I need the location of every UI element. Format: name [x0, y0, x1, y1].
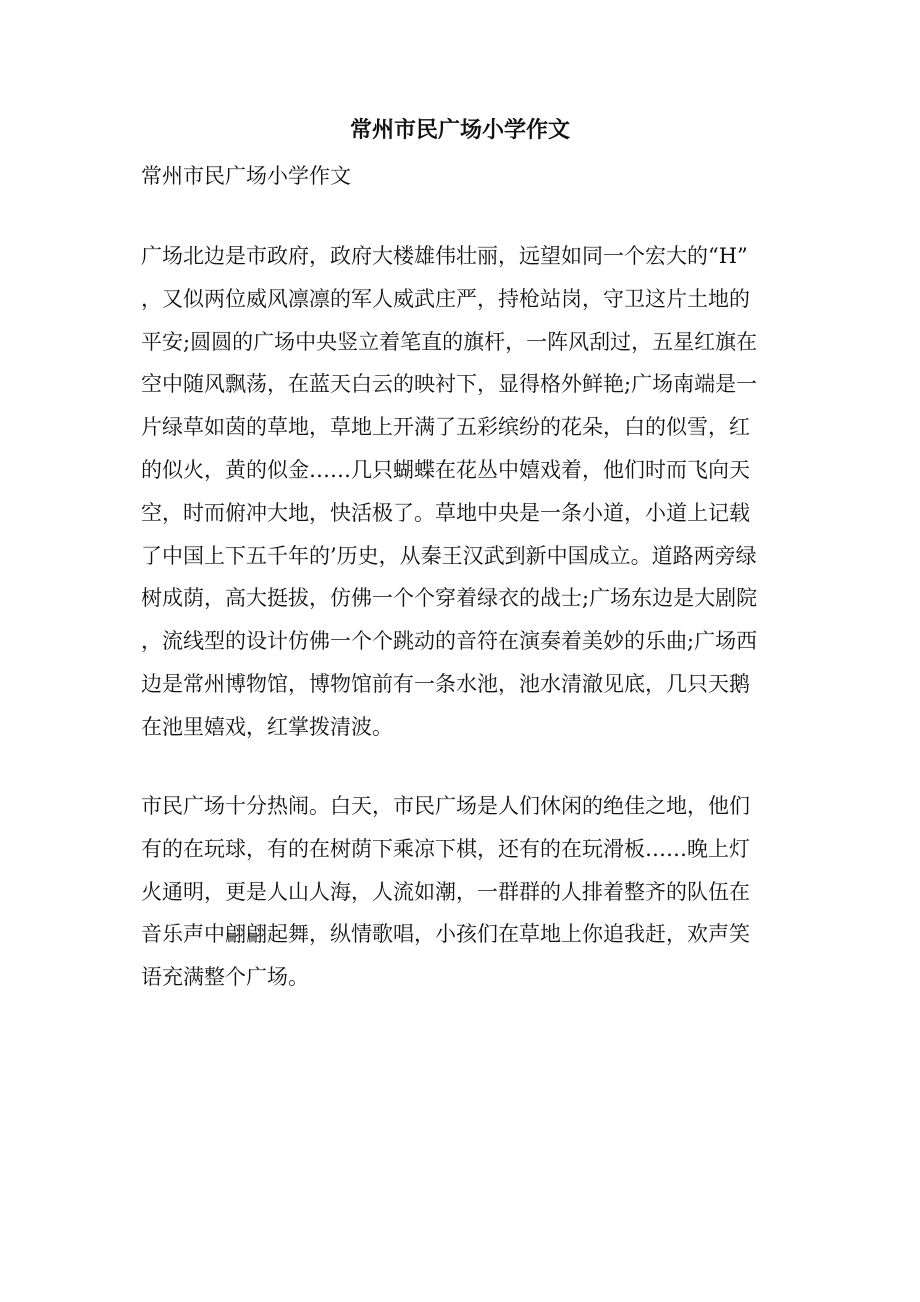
text-line: ，又似两位威风凛凛的军人威武庄严，持枪站岗，守卫这片土地的 — [141, 286, 750, 311]
paragraph-2 — [141, 785, 750, 999]
text-line: 市民广场十分热闹。白天，市民广场是人们休闲的绝佳之地，他们 — [141, 794, 750, 818]
text-line: 树成荫，高大挺拔，仿佛一个个穿着绿衣的战士;广场东边是大剧院 — [141, 586, 758, 611]
text-line: 在池里嬉戏，红掌拨清波。 — [141, 714, 393, 739]
document-subtitle: 常州市民广场小学作文 — [141, 164, 351, 188]
text-line: 广场北边是市政府，政府大楼雄伟壮丽，远望如同一个宏大的“H” — [141, 244, 748, 268]
text-line: 了中国上下五千年的’历史，从秦王汉武到新中国成立。道路两旁绿 — [141, 543, 757, 568]
text-line: 的似火，黄的似金……几只蝴蝶在花丛中嬉戏着，他们时而飞向天 — [141, 457, 750, 482]
paragraph-1 — [141, 235, 757, 749]
text-line: ，流线型的设计仿佛一个个跳动的音符在演奏着美妙的乐曲;广场西 — [141, 629, 758, 654]
text-line: 边是常州博物馆，博物馆前有一条水池，池水清澈见底，几只天鹅 — [141, 671, 750, 696]
text-line: 空，时而俯冲大地，快活极了。草地中央是一条小道，小道上记载 — [141, 500, 750, 525]
text-line: 片绿草如茵的草地，草地上开满了五彩缤纷的花朵，白的似雪，红 — [141, 415, 750, 440]
text-line: 火通明，更是人山人海，人流如潮，一群群的人排着整齐的队伍在 — [141, 879, 750, 904]
document-title: 常州市民广场小学作文 — [349, 117, 570, 143]
text-line: 有的在玩球，有的在树荫下乘凉下棋，还有的在玩滑板……晚上灯 — [141, 836, 750, 861]
text-line: 音乐声中翩翩起舞，纵情歌唱，小孩们在草地上你追我赶，欢声笑 — [141, 922, 750, 947]
text-line: 平安;圆圆的广场中央竖立着笔直的旗杆，一阵风刮过，五星红旗在 — [141, 329, 758, 354]
text-line: 空中随风飘荡，在蓝天白云的映衬下，显得格外鲜艳;广场南端是一 — [141, 372, 758, 397]
text-line: 语充满整个广场。 — [141, 965, 309, 990]
